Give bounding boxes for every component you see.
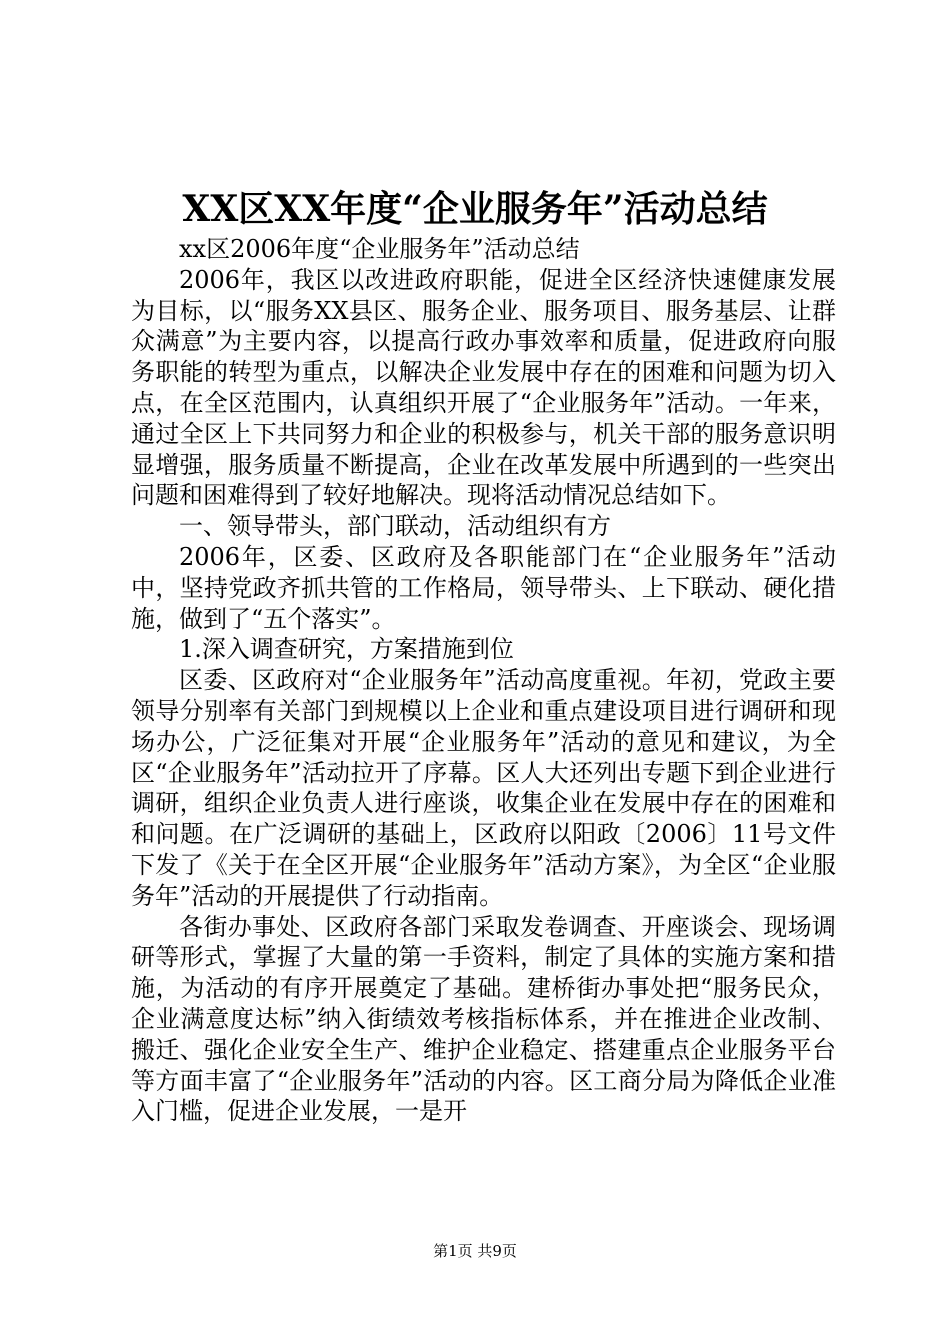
section-heading-1: 一、领导带头，部门联动，活动组织有方 [179, 512, 611, 541]
document-body [131, 234, 836, 1127]
paragraph-subtitle: xx区2006年度“企业服务年”活动总结 [179, 235, 580, 263]
page-footer: 第1页 共9页 [433, 1242, 517, 1260]
subsection-heading-1-1: 1.深入调查研究，方案措施到位 [179, 635, 514, 664]
paragraph-section-1: 2006年，区委、区政府及各职能部门在“企业服务年”活动中，坚持党政齐抓共管的工作格局，领导带头、上下联动、硬化措施，做到了“五个落实”。 [131, 542, 836, 633]
paragraph-intro: 2006年，我区以改进政府职能，促进全区经济快速健康发展为目标，以“服务XX县区、服务企业、服务项目、服务基层、让群众满意”为主要内容，以提高行政办事效率和质量，促进政府向服务职能的转型为重点，以解决企业发展中存在的困难和问题为切入点，在全区范围内，认真组织开展了“企业服务年”活动。一年来，通过全区上下共同努力和企业的积极参与，机关干部的服务意识明显增强，服务质量不断提高，企业在改革发展中所遇到的一些突出问题和困难得到了较好地解决。现将活动情况总结如下。 [131, 265, 836, 510]
paragraph-subsection-1-1-cont: 各街办事处、区政府各部门采取发卷调查、开座谈会、现场调研等形式，掌握了大量的第一手资料，制定了具体的实施方案和措施，为活动的有序开展奠定了基础。建桥街办事处把“服务民众，企业满意度达标”纳入街绩效考核指标体系，并在推进企业改制、搬迁、强化企业安全生产、维护企业稳定、搭建重点企业服务平台等方面丰富了“企业服务年”活动的内容。区工商分局为降低企业准入门槛，促进企业发展，一是开 [131, 912, 836, 1126]
paragraph-subsection-1-1: 区委、区政府对“企业服务年”活动高度重视。年初，党政主要领导分别率有关部门到规模以上企业和重点建设项目进行调研和现场办公，广泛征集对开展“企业服务年”活动的意见和建议，为全区“企业服务年”活动拉开了序幕。区人大还列出专题下到企业进行调研，组织企业负责人进行座谈，收集企业在发展中存在的困难和和问题。在广泛调研的基础上，区政府以阳政〔2006〕11号文件下发了《关于在全区开展“企业服务年”活动方案》，为全区“企业服务年”活动的开展提供了行动指南。 [131, 666, 836, 910]
document-title: XX区XX年度“企业服务年”活动总结 [182, 188, 768, 230]
